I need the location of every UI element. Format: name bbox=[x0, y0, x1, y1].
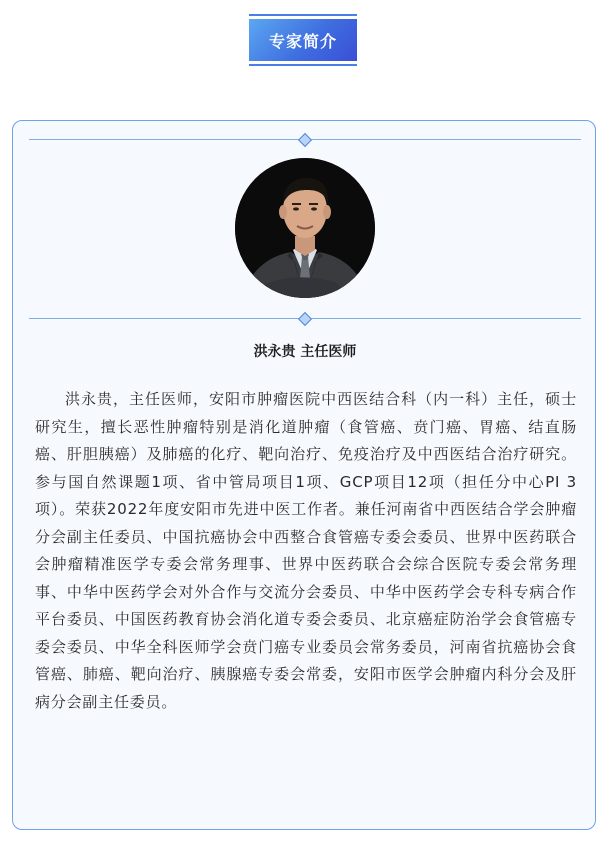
avatar bbox=[235, 158, 375, 298]
expert-name-title: 洪永贵 主任医师 bbox=[253, 344, 357, 360]
section-title: 专家简介 bbox=[249, 19, 357, 61]
portrait-image bbox=[235, 158, 375, 298]
section-header-badge bbox=[249, 14, 357, 66]
badge-top-line bbox=[249, 14, 357, 16]
expert-profile-card bbox=[12, 120, 596, 830]
diamond-icon bbox=[298, 133, 312, 147]
badge-bottom-line bbox=[249, 64, 357, 66]
diamond-icon bbox=[298, 312, 312, 326]
expert-biography: 洪永贵，主任医师，安阳市肿瘤医院中西医结合科（内一科）主任，硕士研究生，擅长恶性肿瘤特别是消化道肿瘤（食管癌、贲门癌、胃癌、结直肠癌、肝胆胰癌）及肺癌的化疗、靶向治疗、免疫治疗及中西医结合治疗研究。参与国自然课题1项、省中管局项目1项、GCP项目12项（担任分中心PI 3项）。荣获2022年度安阳市先进中医工作者。兼任河南省中西医结合学会肿瘤分会副主任委员、中国抗癌协会中西整合食管癌专委会委员、世界中医药联合会肿瘤精准医学专委会常务理事、世界中医药联合会综合医院专委会常务理事、中华中医药学会对外合作与交流分会委员、中华中医药学会专科专病合作平台委员、中国医药教育协会消化道专委会委员、北京癌症防治学会食管癌专委会委员、中华全科医师学会贲门癌专业委员会常务委员，河南省抗癌协会食管癌、肺癌、靶向治疗、胰腺癌专委会常委，安阳市医学会肿瘤内科分会及肝病分会副主任委员。 bbox=[35, 390, 577, 711]
middle-divider bbox=[29, 313, 581, 325]
top-divider bbox=[29, 134, 581, 146]
